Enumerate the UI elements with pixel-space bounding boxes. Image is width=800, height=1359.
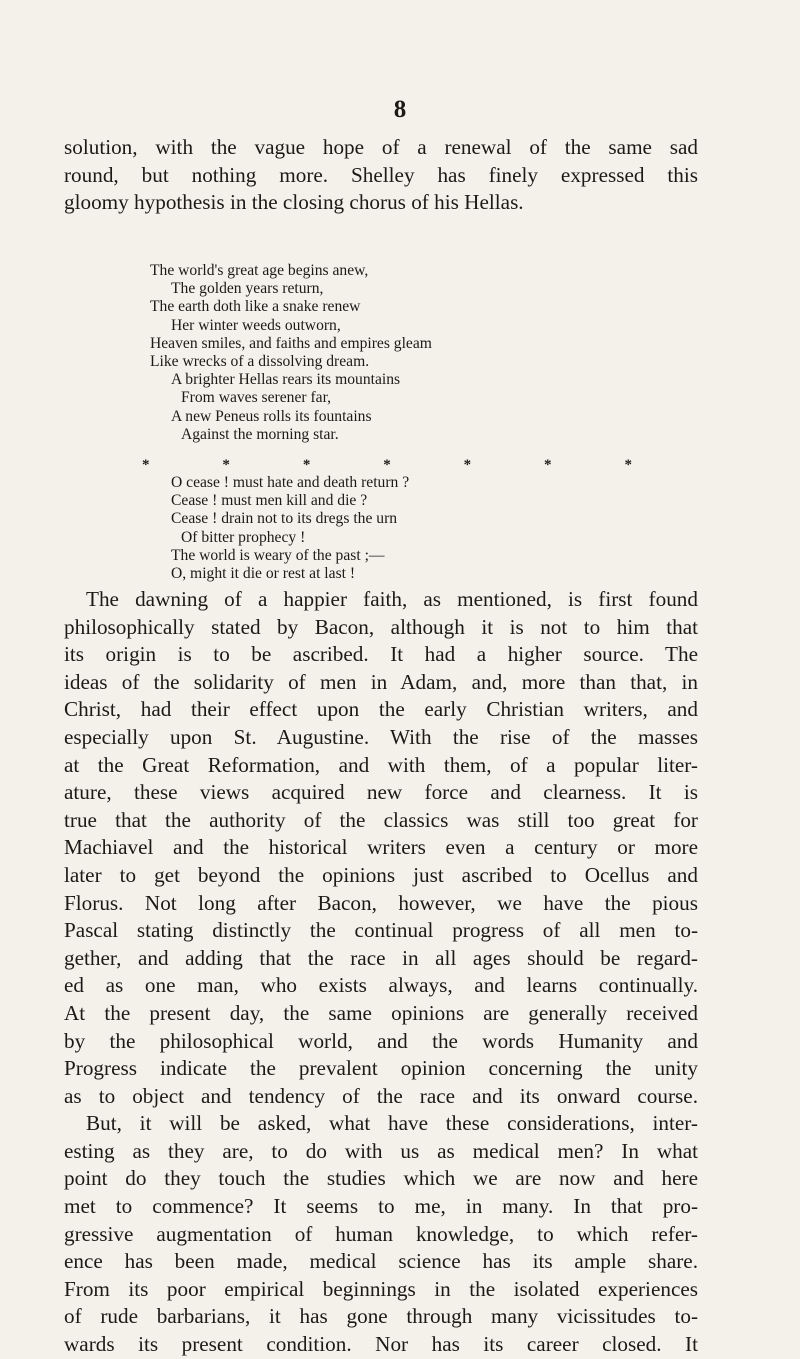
- text-line: gressive augmentation of human knowledge, to which refer-: [64, 1221, 698, 1246]
- separator-star: *: [544, 457, 552, 473]
- text-line: From its poor empirical beginnings in the isolated experiences: [64, 1276, 698, 1301]
- text-line: ence has been made, medical science has its ample share.: [64, 1249, 698, 1274]
- separator-star: *: [463, 457, 472, 473]
- poem-line: Cease ! drain not to its dregs the urn: [171, 510, 398, 528]
- text-line: ature, these views acquired new force and clearness. It is: [64, 780, 698, 805]
- text-line: Christ, had their effect upon the early Christian writers, and: [64, 697, 698, 722]
- body-paragraphs: [64, 586, 698, 1359]
- poem-line: The earth doth like a snake renew: [150, 298, 361, 316]
- poem-stanza-1: [150, 262, 620, 444]
- text-line: true that the authority of the classics was still too great for: [64, 807, 698, 832]
- text-line: especially upon St. Augustine. With the rise of the masses: [64, 724, 698, 749]
- intro-paragraph: [64, 134, 698, 217]
- text-line: Progress indicate the prevalent opinion concerning the unity: [64, 1056, 698, 1081]
- text-line: round, but nothing more. Shelley has finely expressed this: [64, 162, 698, 187]
- separator-star: *: [222, 457, 230, 473]
- text-line: gloomy hypothesis in the closing chorus of his Hellas.: [64, 190, 524, 215]
- poem-line: Against the morning star.: [181, 425, 339, 443]
- text-line: at the Great Reformation, and with them, of a popular liter-: [64, 752, 698, 777]
- poem-line: From waves serener far,: [181, 389, 332, 407]
- text-line: At the present day, the same opinions are generally received: [64, 1000, 698, 1025]
- poem-line: Cease ! must men kill and die ?: [171, 492, 368, 510]
- text-line: ideas of the solidarity of men in Adam, and, more than that, in: [64, 669, 698, 694]
- text-line: solution, with the vague hope of a renewal of the same sad: [64, 135, 698, 159]
- poem-line: The world is weary of the past ;—: [171, 546, 385, 564]
- poem-line: Heaven smiles, and faiths and empires gleam: [150, 334, 432, 352]
- text-line: gether, and adding that the race in all ages should be regard-: [64, 945, 698, 970]
- separator-star: *: [383, 457, 391, 473]
- section-separator: [142, 457, 632, 474]
- poem-line: Of bitter prophecy !: [181, 528, 306, 546]
- separator-star: *: [302, 457, 311, 473]
- poem-line: O cease ! must hate and death return ?: [171, 474, 410, 491]
- text-line: The dawning of a happier faith, as mentioned, is first found: [86, 587, 698, 611]
- text-line: Machiavel and the historical writers even a century or more: [64, 835, 698, 860]
- poem-line: The world's great age begins anew,: [150, 262, 369, 279]
- text-line: philosophically stated by Bacon, although it is not to him that: [64, 614, 698, 639]
- poem-line: A new Peneus rolls its fountains: [171, 407, 372, 425]
- text-line: met to commence? It seems to me, in many. In that pro-: [64, 1194, 698, 1219]
- text-line: by the philosophical world, and the words Humanity and: [64, 1028, 698, 1053]
- poem-line: A brighter Hellas rears its mountains: [171, 371, 401, 389]
- separator-star: *: [142, 457, 150, 473]
- text-line: esting as they are, to do with us as medical men? In what: [64, 1138, 698, 1163]
- text-line: its origin is to be ascribed. It had a higher source. The: [64, 642, 698, 667]
- separator-star: *: [624, 457, 632, 473]
- poem-line: Like wrecks of a dissolving dream.: [150, 353, 370, 371]
- page-number: 8: [393, 96, 407, 123]
- poem-stanza-2: [150, 474, 620, 583]
- poem-line: O, might it die or rest at last !: [171, 565, 356, 583]
- text-line: wards its present condition. Nor has its career closed. It: [64, 1332, 698, 1357]
- poem-line: The golden years return,: [171, 280, 324, 298]
- text-line: Pascal stating distinctly the continual progress of all men to-: [64, 918, 698, 943]
- text-line: point do they touch the studies which we are now and here: [64, 1166, 698, 1191]
- text-line: later to get beyond the opinions just ascribed to Ocellus and: [64, 862, 698, 887]
- text-line: But, it will be asked, what have these considerations, inter-: [86, 1111, 698, 1136]
- poem-line: Her winter weeds outworn,: [171, 316, 341, 334]
- text-line: Florus. Not long after Bacon, however, we have the pious: [64, 890, 698, 915]
- text-line: ed as one man, who exists always, and learns continually.: [64, 973, 698, 998]
- text-line: of rude barbarians, it has gone through many vicissitudes to-: [64, 1304, 698, 1329]
- text-line: as to object and tendency of the race and its onward course.: [64, 1083, 698, 1108]
